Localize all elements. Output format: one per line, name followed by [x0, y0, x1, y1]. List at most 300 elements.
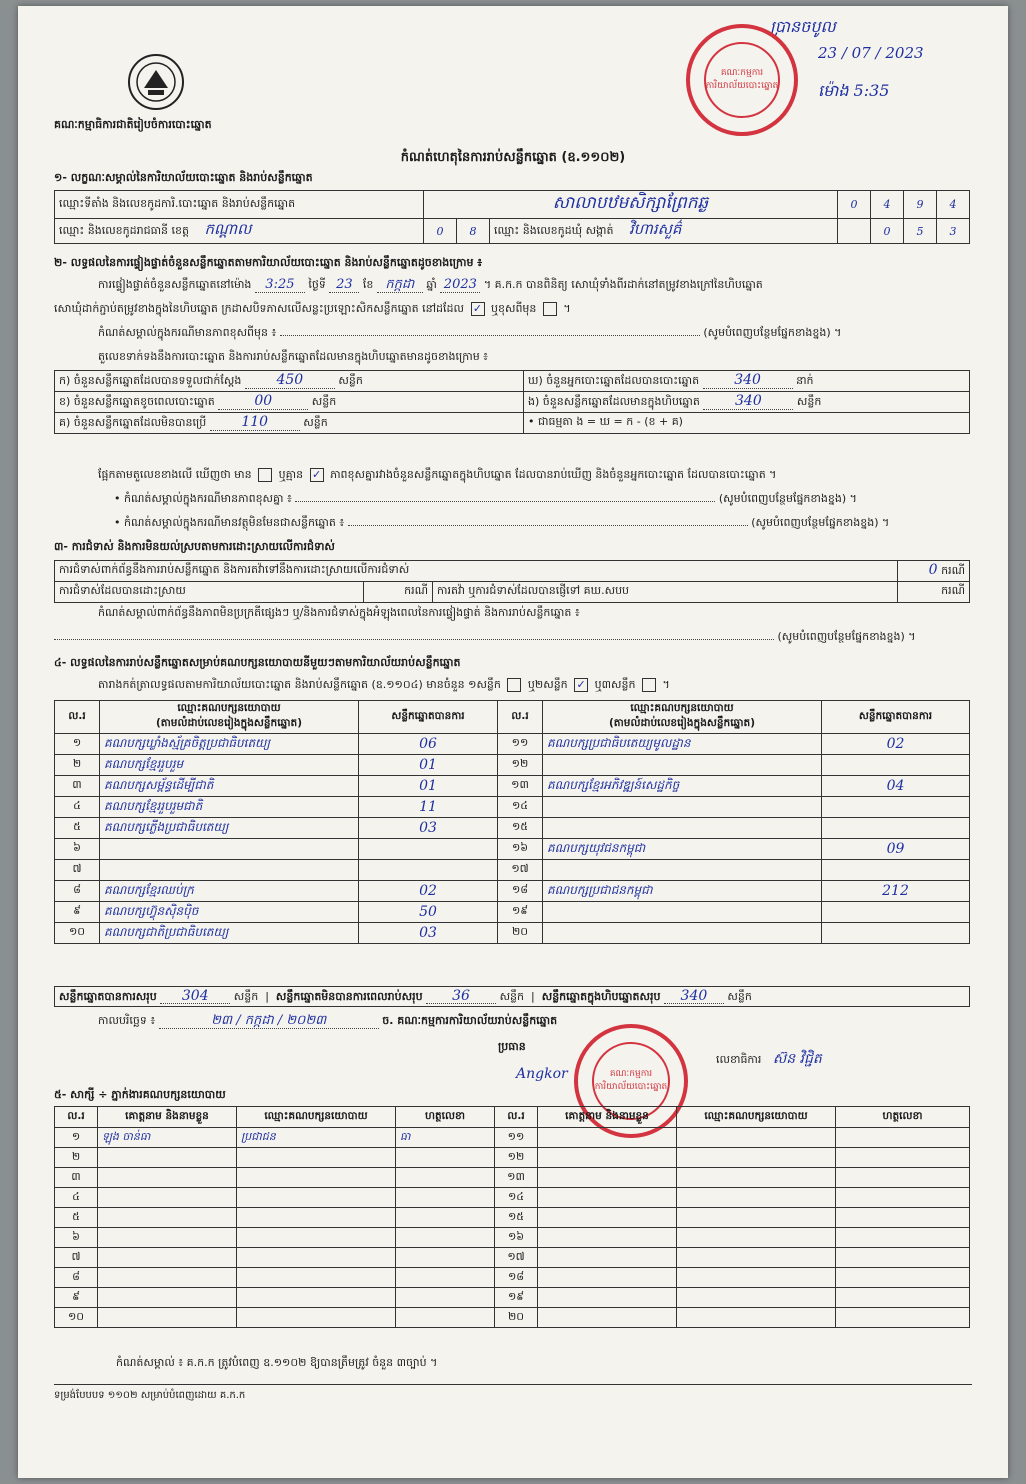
table-row [55, 1248, 970, 1268]
row-no: ៧ [55, 1248, 98, 1268]
table-row [55, 1268, 970, 1288]
row-party [237, 1288, 396, 1308]
intro-text: ឬ២សន្លឹក [527, 678, 568, 691]
commune-code-digit: 3 [937, 219, 970, 244]
figure-value: 340 [703, 372, 793, 389]
table-row [55, 1308, 970, 1328]
bullet-label: • កំណត់សម្គាល់ក្នុងករណីមានវត្ថុមិនមែនជាសន្លឹកឆ្នោត ៖ [114, 516, 345, 529]
col-party: ឈ្មោះគណបក្សនយោបាយ [677, 1107, 836, 1128]
row-party [237, 1248, 396, 1268]
check-month: កក្កដា [377, 278, 423, 293]
col-no: ល.រ [55, 701, 100, 734]
witness-table [54, 1106, 970, 1328]
section4-intro: តារាងកត់ត្រាលទ្ធផលតាមការិយាល័យបោះឆ្នោត និងរាប់សន្លឹកឆ្នោត (ឧ.១១០៤) មានចំនួន ១សន្លឹក ឬ២សន្លឹក ✓ ឬ៣សន្លឹក ។ [98, 678, 670, 691]
row-party [100, 860, 359, 881]
row-votes [822, 797, 970, 818]
province-label-text: ឈ្មោះ និងលេខកូដរាជធានី ខេត្ត [59, 224, 189, 237]
commune-cell [490, 219, 838, 244]
total-invalid-label: សន្លឹកឆ្នោតមិនបានការពេលរាប់សរុប [275, 990, 423, 1003]
row-name [538, 1308, 677, 1328]
figure-label: ឃ) ចំនួនអ្នកបោះឆ្នោតដែលបានបោះឆ្នោត [528, 374, 700, 387]
row-party: គណបក្សយុវជនកម្ពុជា [543, 839, 822, 860]
irregularity-note-label: កំណត់សម្គាល់ពាក់ព័ន្ធនឹងភាពមិនប្រក្រតីផ្សេងៗ ឬ/និងការជំទាស់ក្នុងអំឡុងពេលនៃការផ្ទៀងផ្ទាត់ និងការរាប់សន្លឹកឆ្នោត ៖ [98, 606, 580, 619]
check-text: ការផ្ទៀងផ្ទាត់ចំនួនសន្លឹកឆ្នោតនៅម៉ោង [98, 278, 252, 291]
row-name [98, 1248, 237, 1268]
case-unit: ករណី [897, 582, 969, 603]
row-party [677, 1168, 836, 1188]
row-party [677, 1148, 836, 1168]
fill-note: (សូមបំពេញបន្ថែមផ្នែកខាងខ្នង) ។ [777, 630, 916, 643]
row-no: ១៩ [498, 902, 543, 923]
formula: • ជាធម្មតា ង = ឃ = ក - (ខ + គ) [524, 413, 970, 434]
row-party: គណបក្សខ្មែររួបរួម [100, 755, 359, 776]
row-party [237, 1308, 396, 1328]
case-unit: ករណី [941, 564, 965, 577]
row-name [538, 1168, 677, 1188]
check-day: 23 [329, 278, 359, 293]
witness-body [55, 1128, 970, 1328]
row-party: គណបក្សខ្មែរអភិវឌ្ឍន៍សេដ្ឋកិច្ច [543, 776, 822, 797]
row-no: ១៦ [498, 839, 543, 860]
row-sign [396, 1308, 495, 1328]
row-party: គណបក្សឃ្លាំងស្ម័គ្រចិត្តប្រជាធិបតេយ្យ [100, 734, 359, 755]
row-sign: ធា [396, 1128, 495, 1148]
figure-unit: សន្លឹក [311, 395, 337, 408]
table-row [55, 797, 970, 818]
difference-text: ភាពខុសគ្នារវាងចំនួនសន្លឹកឆ្នោតក្នុងហិបឆ្នោត ដែលបានរាប់ឃើញ និងចំនួនអ្នកបោះឆ្នោត ដែលបានបោះឆ្នោត ។ [330, 468, 777, 481]
row-no: ១៧ [498, 860, 543, 881]
check-line-1 [98, 278, 978, 293]
table-row [55, 755, 970, 776]
bullet-line-1 [114, 492, 984, 506]
col-party-sub: (តាមលំដាប់លេខរៀងក្នុងសន្លឹកឆ្នោត) [608, 717, 756, 729]
row-sign [396, 1208, 495, 1228]
row-no: ៩ [55, 1288, 98, 1308]
table-row [55, 1228, 970, 1248]
row-party [543, 902, 822, 923]
row-name [538, 1128, 677, 1148]
row-party [677, 1308, 836, 1328]
row-no: ៦ [55, 1228, 98, 1248]
check-text: ឬខុសពីមុន [491, 302, 537, 315]
bullet-field[interactable] [348, 525, 748, 526]
row-name [98, 1268, 237, 1288]
row-name [98, 1308, 237, 1328]
row-name [98, 1208, 237, 1228]
corner-note: ប្រានចបូល [770, 17, 836, 36]
row-sign [396, 1248, 495, 1268]
row-name [98, 1168, 237, 1188]
figure-unit: សន្លឹក [303, 416, 328, 429]
row-sign [396, 1288, 495, 1308]
row-sign [836, 1288, 970, 1308]
location-code-digit: 4 [937, 191, 970, 219]
row-votes: 212 [822, 881, 970, 902]
row-name [538, 1148, 677, 1168]
row-no: ២ [55, 1148, 98, 1168]
row-no: ១៧ [495, 1248, 538, 1268]
difference-line [98, 468, 988, 482]
bullet-label: • កំណត់សម្គាល់ក្នុងករណីមានភាពខុសគ្នា ៖ [114, 492, 292, 505]
row-sign [396, 1228, 495, 1248]
row-party [237, 1228, 396, 1248]
secretary-name: ស៊ន វិជ្ជិត [772, 1051, 822, 1067]
results-body [55, 734, 970, 944]
row-name [538, 1268, 677, 1288]
president-signature: Angkor [516, 1066, 568, 1082]
section2-title: ២- លទ្ធផលនៃការផ្ទៀងផ្ទាត់ចំនួនសន្លឹកឆ្នោតតាមការិយាល័យបោះឆ្នោត និងរាប់សន្លឹកឆ្នោតដូចខាងក្រោម ៖ [54, 256, 483, 269]
one-sheet-checkbox[interactable] [507, 678, 521, 692]
check-text: ឆ្នាំ [426, 278, 437, 291]
row-party [677, 1208, 836, 1228]
table-row [55, 776, 970, 797]
check-text: សោឃុំដាក់ភ្ជាប់តម្រូវខាងក្នុងនៃហិបឆ្នោត ក្រដាសបិទភាសលើសន្លះប្រឡោះសិកសន្លឹកឆ្នោត នៅដដែល [54, 302, 464, 315]
figure-unit: សន្លឹក [338, 374, 363, 387]
row-no: ៥ [55, 818, 100, 839]
different-checkbox[interactable] [543, 302, 557, 316]
table-row [55, 839, 970, 860]
row-name [538, 1288, 677, 1308]
total-box-label: សន្លឹកឆ្នោតក្នុងហិបឆ្នោតសរុប [541, 990, 661, 1003]
check-year: 2023 [440, 278, 480, 293]
table-row [55, 734, 970, 755]
row-party [237, 1168, 396, 1188]
row-no: ៨ [55, 1268, 98, 1288]
row-name [98, 1148, 237, 1168]
row-party: គណបក្សសម្ព័ន្ធដើម្បីជាតិ [100, 776, 359, 797]
row-no: ១៣ [498, 776, 543, 797]
intro-text: តារាងកត់ត្រាលទ្ធផលតាមការិយាល័យបោះឆ្នោត និងរាប់សន្លឹកឆ្នោត (ឧ.១១០៤) មានចំនួន ១សន្លឹក [98, 678, 501, 691]
row-no: ៤ [55, 1188, 98, 1208]
table-row [55, 923, 970, 944]
case-unit: ករណី [364, 582, 433, 603]
row-party [677, 1228, 836, 1248]
row-no: ១៥ [495, 1208, 538, 1228]
row-no: ១៤ [498, 797, 543, 818]
row-votes: 50 [359, 902, 498, 923]
row-no: ៩ [55, 902, 100, 923]
irregularity-fill-line [54, 630, 974, 644]
row-name [538, 1208, 677, 1228]
col-party-sub: (តាមលំដាប់លេខរៀងក្នុងសន្លឹកឆ្នោត) [155, 717, 303, 729]
figure-ka [55, 371, 524, 392]
col-party [100, 701, 359, 734]
row-party [677, 1268, 836, 1288]
total-box-value: 340 [664, 989, 724, 1004]
row-no: ១ [55, 734, 100, 755]
location-value: សាលាបឋមសិក្សាព្រែកឆ្ង [424, 191, 838, 219]
province-code-digit: 8 [457, 219, 490, 244]
row-votes: 01 [359, 755, 498, 776]
col-no: ល.រ [498, 701, 543, 734]
figure-label: ង) ចំនួនសន្លឹកឆ្នោតដែលមានក្នុងហិបឆ្នោត [528, 395, 700, 408]
row-votes [359, 860, 498, 881]
date-line [98, 1014, 557, 1029]
row-no: ៥ [55, 1208, 98, 1228]
row-no: ២០ [498, 923, 543, 944]
section5-title: ៥- សាក្សី ÷ ភ្នាក់ងារគណបក្សនយោបាយ [54, 1088, 226, 1101]
row-no: ១៦ [495, 1228, 538, 1248]
figure-kha [55, 392, 524, 413]
row-no: ២ [55, 755, 100, 776]
figure-ko [55, 413, 524, 434]
row-votes [822, 755, 970, 776]
row-no: ១ [55, 1128, 98, 1148]
resolved-label: ការជំទាស់ដែលបានដោះស្រាយ [55, 582, 364, 603]
section4-title: ៤- លទ្ធផលនៃការរាប់សន្លឹកឆ្នោតសម្រាប់គណបក្សនយោបាយនីមួយៗតាមការិយាល័យរាប់សន្លឹកឆ្នោត [54, 656, 461, 669]
row-name [538, 1248, 677, 1268]
row-votes: 03 [359, 818, 498, 839]
commune-code-digit: 5 [904, 219, 937, 244]
col-no: ល.រ [495, 1107, 538, 1128]
col-party: ឈ្មោះគណបក្សនយោបាយ [237, 1107, 396, 1128]
row-no: ១៣ [495, 1168, 538, 1188]
row-votes [822, 902, 970, 923]
secretary-line [716, 1052, 822, 1067]
two-sheet-checkbox[interactable]: ✓ [574, 678, 588, 692]
row-sign [396, 1188, 495, 1208]
row-party [100, 839, 359, 860]
row-votes: 04 [822, 776, 970, 797]
difference-note-label: កំណត់សម្គាល់ក្នុងករណីមានភាពខុសពីមុន ៖ [98, 326, 277, 339]
agency-name: គណៈកម្មាធិការជាតិរៀបចំការបោះឆ្នោត [54, 118, 212, 131]
row-party [677, 1288, 836, 1308]
difference-note-line [98, 326, 978, 340]
row-name: ឡុង ចាន់ធា [98, 1128, 237, 1148]
section1-title: ១- លក្ខណៈសម្គាល់នៃការិយាល័យបោះឆ្នោត និងរាប់សន្លឹកឆ្នោត [54, 171, 313, 184]
province-label [55, 219, 424, 244]
row-sign [836, 1228, 970, 1248]
figure-kho [524, 371, 970, 392]
secretary-label: លេខាធិការ [716, 1053, 762, 1066]
total-valid-label: សន្លឹកឆ្នោតបានការសរុប [59, 990, 157, 1003]
row-sign [836, 1168, 970, 1188]
fill-note: (សូមបំពេញបន្ថែមផ្នែកខាងខ្នង) ។ [703, 326, 842, 339]
col-votes: សន្លឹកឆ្នោតបានការ [359, 701, 498, 734]
row-votes: 09 [822, 839, 970, 860]
row-no: ១២ [495, 1148, 538, 1168]
check-text: ថ្ងៃទី [308, 278, 326, 291]
row-votes [822, 818, 970, 839]
figure-value: 00 [218, 393, 308, 410]
section1-table [54, 190, 970, 244]
col-name: គោត្តនាម និងនាមខ្លួន [538, 1107, 677, 1128]
row-votes [822, 923, 970, 944]
fill-note: (សូមបំពេញបន្ថែមផ្នែកខាងខ្នង) ។ [718, 492, 857, 505]
row-no: ៤ [55, 797, 100, 818]
row-party [237, 1208, 396, 1228]
row-party: គណបក្សប្រជាធិបតេយ្យមូលដ្ឋាន [543, 734, 822, 755]
date-label: កាលបរិច្ឆេទ ៖ [98, 1014, 156, 1027]
row-sign [396, 1268, 495, 1288]
figures-intro: តួលេខទាក់ទងនឹងការបោះឆ្នោត និងការរាប់សន្លឹកឆ្នោតដែលមានក្នុងហិបឆ្នោតមានដូចខាងក្រោម ៖ [98, 350, 489, 363]
row-sign [836, 1148, 970, 1168]
total-unit: សន្លឹក [233, 990, 259, 1003]
col-name: គោត្តនាម និងនាមខ្លួន [98, 1107, 237, 1128]
col-no: ល.រ [55, 1107, 98, 1128]
row-party [543, 860, 822, 881]
table-row [55, 1148, 970, 1168]
bullet-field[interactable] [295, 501, 715, 502]
col-sign: ហត្ថលេខា [396, 1107, 495, 1128]
date-value: ២៣ / កក្កដា / ២០២៣ [159, 1014, 379, 1029]
figure-label: ខ) ចំនួនសន្លឹកឆ្នោតខូចពេលបោះឆ្នោត [59, 395, 215, 408]
objection-label: ការជំទាស់ពាក់ព័ន្ធនឹងការរាប់សន្លឹកឆ្នោត និងការតវ៉ាទៅនឹងការដោះស្រាយលើការជំទាស់ [55, 561, 898, 582]
figure-value: 340 [703, 393, 793, 410]
commune-code-digit: 0 [871, 219, 904, 244]
row-party: គណបក្សប្រជាជនកម្ពុជា [543, 881, 822, 902]
table-row [55, 902, 970, 923]
empty-cell [838, 219, 871, 244]
total-invalid-value: 36 [426, 989, 496, 1004]
commune-value: វិហារសួគ៌ [629, 220, 682, 238]
figure-label: ក) ចំនួនសន្លឹកឆ្នោតដែលបានទទួលជាក់ស្ដែង [59, 374, 242, 387]
stamp-text: គណៈកម្មការការិយាល័យបោះឆ្នោត [592, 1042, 670, 1120]
totals-row: សន្លឹកឆ្នោតបានការសរុប 304 សន្លឹក | សន្លឹកឆ្នោតមិនបានការពេលរាប់សរុប 36 សន្លឹក | សន្លឹកឆ្នោតក្នុងហិបឆ្នោតសរុប 340 សន្លឹក [54, 986, 970, 1007]
row-party [543, 818, 822, 839]
stamp-text: គណៈកម្មការការិយាល័យបោះឆ្នោត [704, 42, 781, 119]
province-code-digit: 0 [424, 219, 457, 244]
results-table [54, 700, 970, 944]
row-name [98, 1288, 237, 1308]
objection-count: 0 [928, 562, 938, 578]
row-no: ១២ [498, 755, 543, 776]
row-party: គណបក្សខ្មែររួបរួមជាតិ [100, 797, 359, 818]
row-party [677, 1188, 836, 1208]
row-no: ៦ [55, 839, 100, 860]
row-no: ៨ [55, 881, 100, 902]
row-party: គណបក្សហ៊្វុនស៊ិនប៉ិច [100, 902, 359, 923]
row-party: គណបក្សខ្មែរឈប់ក្រ [100, 881, 359, 902]
row-no: ១០ [55, 1308, 98, 1328]
row-party [237, 1268, 396, 1288]
row-party [677, 1128, 836, 1148]
figure-value: 110 [210, 414, 300, 431]
check-time: 3:25 [255, 278, 305, 293]
footer-text: ទម្រង់បែបបទ ១១០២ សម្រាប់បំពេញដោយ គ.ក.ក [54, 1390, 246, 1401]
row-no: ១១ [495, 1128, 538, 1148]
section3-title: ៣- ការជំទាស់ និងការមិនយល់ស្របតាមការដោះស្រាយលើការជំទាស់ [54, 540, 335, 553]
row-name [538, 1228, 677, 1248]
table-row [55, 860, 970, 881]
col-votes: សន្លឹកឆ្នោតបានការ [822, 701, 970, 734]
row-votes: 02 [359, 881, 498, 902]
row-no: ១៨ [498, 881, 543, 902]
check-text: ។ គ.ក.ក បានពិនិត្យ សោឃុំទាំងពីរដាក់នៅតម្រូវខាងក្រៅនៃហិបឆ្នោត [483, 278, 763, 291]
table-row [55, 1208, 970, 1228]
province-value: កណ្ដាល [204, 220, 252, 238]
location-code-digit: 9 [904, 191, 937, 219]
form-title: កំណត់ហេតុនៃការរាប់សន្លឹកឆ្នោត (ឧ.១១០២) [400, 150, 626, 165]
three-sheet-checkbox[interactable] [642, 678, 656, 692]
row-sign [836, 1248, 970, 1268]
form-sheet [18, 6, 1008, 1478]
irregularity-note-line [98, 606, 978, 620]
figure-value: 450 [245, 372, 335, 389]
footer-divider [54, 1384, 972, 1385]
table-row [55, 818, 970, 839]
row-party: គណបក្សជាតិប្រជាធិបតេយ្យ [100, 923, 359, 944]
no-difference-checkbox[interactable]: ✓ [310, 468, 324, 482]
figures-table [54, 370, 970, 434]
has-difference-checkbox[interactable] [258, 468, 272, 482]
same-checkbox[interactable]: ✓ [471, 302, 485, 316]
forwarded-label: ការតវ៉ា ឬការជំទាស់ដែលបានផ្ញើទៅ គឃ.សបប [433, 582, 898, 603]
row-sign [836, 1308, 970, 1328]
table-row [55, 881, 970, 902]
row-no: ១០ [55, 923, 100, 944]
row-no: ២០ [495, 1308, 538, 1328]
section3-table [54, 560, 970, 603]
col-party [543, 701, 822, 734]
committee-label: ច. គណៈកម្មការការិយាល័យរាប់សន្លឹកឆ្នោត [382, 1014, 558, 1027]
fill-note: (សូមបំពេញបន្ថែមផ្នែកខាងខ្នង) ។ [751, 516, 890, 529]
difference-text: ផ្អែកតាមតួលេខខាងលើ ឃើញថា មាន [98, 468, 252, 481]
total-valid-value: 304 [160, 989, 230, 1004]
row-no: ១៨ [495, 1268, 538, 1288]
irregularity-field[interactable] [54, 639, 774, 640]
table-row [55, 1288, 970, 1308]
row-party [677, 1248, 836, 1268]
row-votes [822, 860, 970, 881]
location-label: ឈ្មោះទីតាំង និងលេខកូដការិ.បោះឆ្នោត និងរាប់សន្លឹកឆ្នោត [55, 191, 424, 219]
president-label: ប្រធាន [498, 1040, 526, 1053]
difference-note-field[interactable] [280, 335, 700, 336]
row-votes [359, 839, 498, 860]
row-party: គណបក្សភ្លើងប្រជាធិបតេយ្យ [100, 818, 359, 839]
difference-text: ឬគ្មាន [278, 468, 304, 481]
row-sign [836, 1208, 970, 1228]
row-party [543, 755, 822, 776]
row-no: ១១ [498, 734, 543, 755]
check-line-2: សោឃុំដាក់ភ្ជាប់តម្រូវខាងក្នុងនៃហិបឆ្នោត ក្រដាសបិទភាសលើសន្លះប្រឡោះសិកសន្លឹកឆ្នោត នៅដដែល ✓ ឬខុសពីមុន ។ [54, 302, 571, 315]
table-row [55, 1188, 970, 1208]
row-party: ប្រជាជន [237, 1128, 396, 1148]
bullet-line-2 [114, 516, 984, 530]
row-no: ១៩ [495, 1288, 538, 1308]
row-party [237, 1188, 396, 1208]
row-no: ៣ [55, 1168, 98, 1188]
col-party-title: ឈ្មោះគណបក្សនយោបាយ [177, 702, 281, 714]
row-party [543, 797, 822, 818]
check-text: ខែ [362, 278, 374, 291]
row-sign [396, 1168, 495, 1188]
row-votes: 02 [822, 734, 970, 755]
figure-unit: សន្លឹក [796, 395, 822, 408]
figure-unit: នាក់ [796, 374, 814, 387]
row-no: ១៥ [498, 818, 543, 839]
col-party-title: ឈ្មោះគណបក្សនយោបាយ [630, 702, 734, 714]
row-votes: 11 [359, 797, 498, 818]
row-sign [836, 1268, 970, 1288]
row-sign [396, 1148, 495, 1168]
total-unit: សន្លឹក [727, 990, 752, 1003]
row-sign [836, 1188, 970, 1208]
row-votes: 03 [359, 923, 498, 944]
objection-count-cell [897, 561, 969, 582]
row-name [98, 1228, 237, 1248]
table-row [55, 1128, 970, 1148]
col-sign: ហត្ថលេខា [836, 1107, 970, 1128]
row-party [237, 1148, 396, 1168]
row-name [98, 1188, 237, 1208]
table-row [55, 1168, 970, 1188]
location-code-digit: 0 [838, 191, 871, 219]
row-votes: 01 [359, 776, 498, 797]
figure-label: គ) ចំនួនសន្លឹកឆ្នោតដែលមិនបានប្រើ [59, 416, 207, 429]
row-no: ៣ [55, 776, 100, 797]
corner-date: 23 / 07 / 2023 [818, 44, 924, 62]
